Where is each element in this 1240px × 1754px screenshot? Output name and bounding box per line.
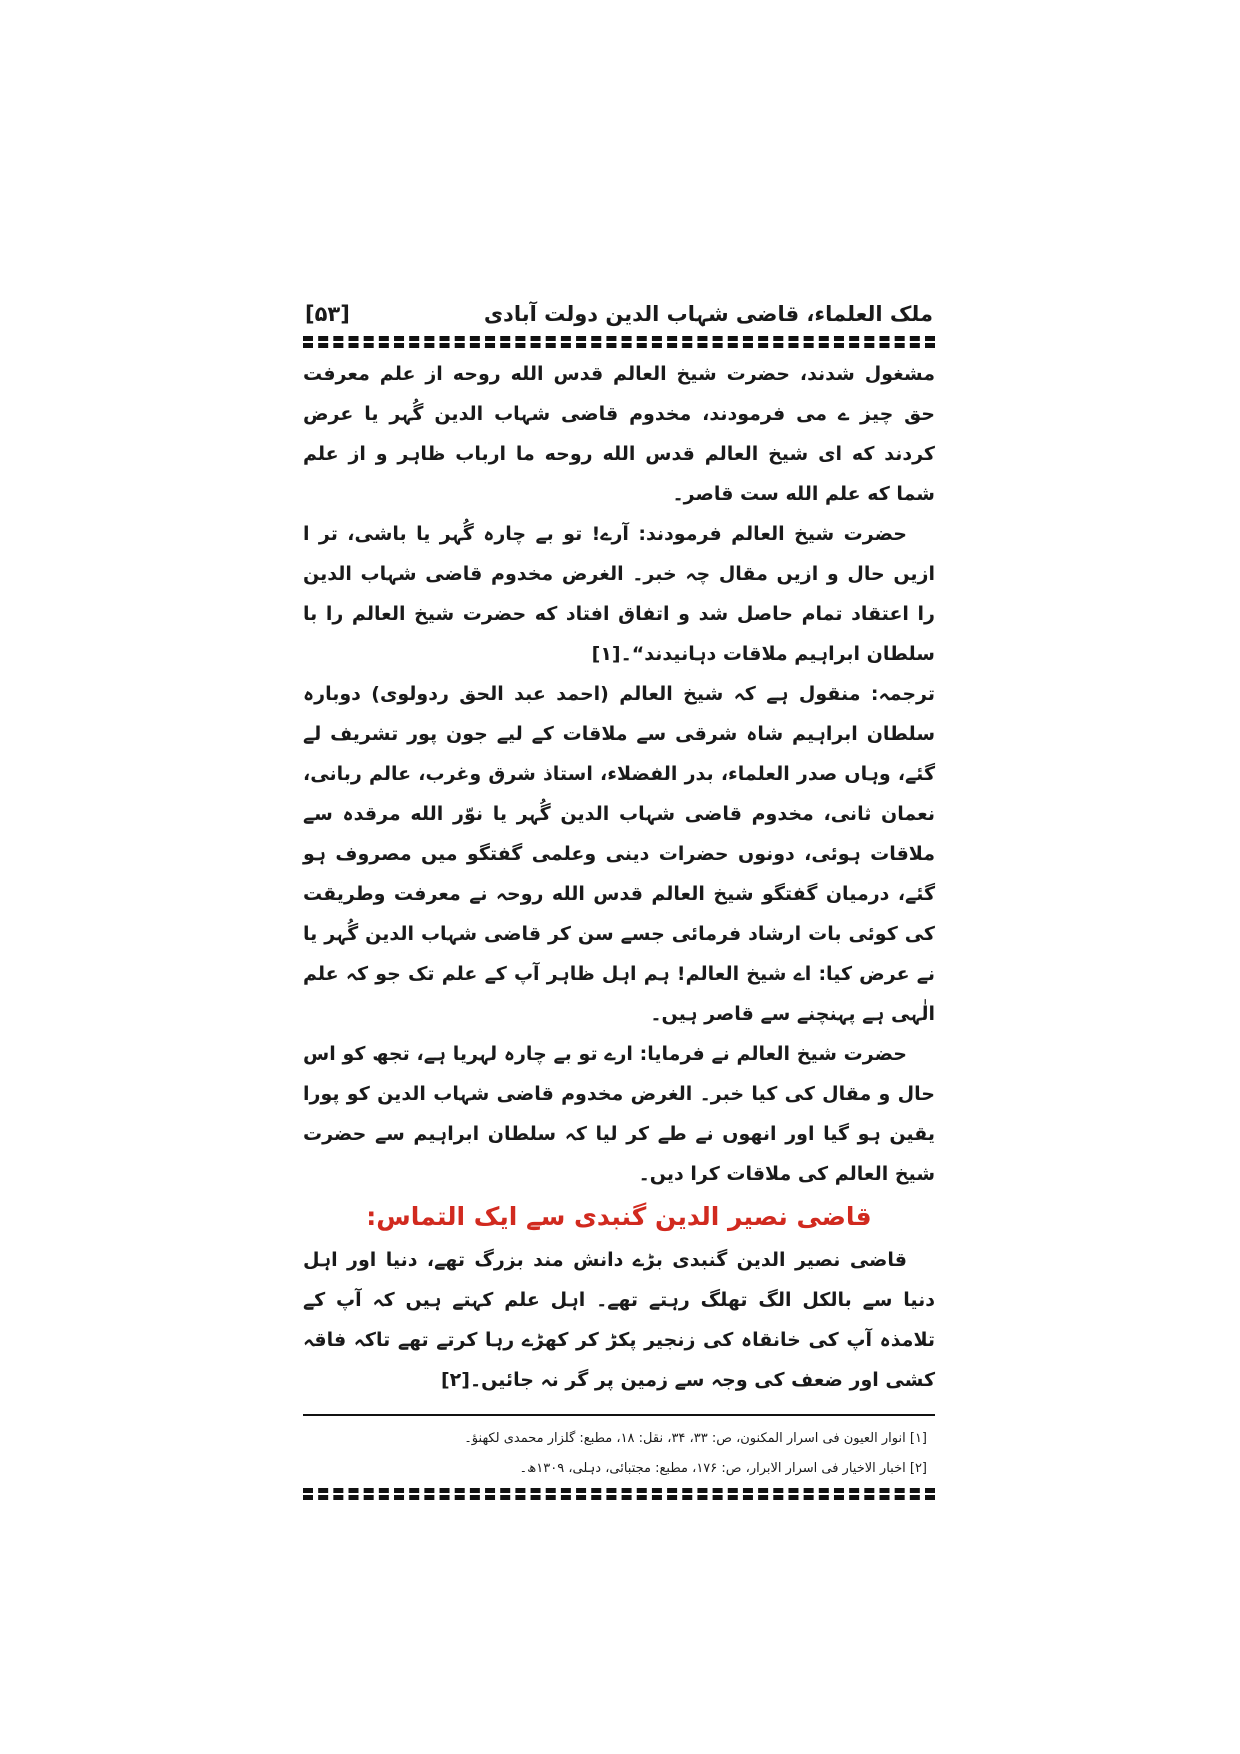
section-paragraph: قاضی نصیر الدین گنبدی بڑے دانش مند بزرگ تھے، دنیا اور اہل دنیا سے بالکل الگ تھلگ رہتے تھے۔ اہل علم کہتے ہیں کہ آپ کے تلامذہ آپ کی خانقاہ کی زنجیر پکڑ کر کھڑے رہا کرتے تھے تاکہ فاقہ کشی اور ضعف کی وجہ سے زمین پر گر نہ جائیں۔[۲] (303, 1249, 935, 1391)
running-header (303, 300, 935, 334)
footnotes (303, 1424, 935, 1484)
footnote-item: [۱] انوار العیون فی اسرار المکنون، ص: ۳۳، ۳۴، نقل: ۱۸، مطبع: گلزار محمدی لکھنؤ۔ (464, 1431, 927, 1446)
section-heading: قاضی نصیر الدین گنبدی سے ایک التماس: (366, 1202, 872, 1231)
footer-dashed-rule-second (303, 1495, 935, 1500)
footer-dashed-rule (303, 1488, 935, 1493)
translation-paragraph: حضرت شیخ العالم نے فرمایا: ارے تو بے چارہ لہریا ہے، تجھ کو اس حال و مقال کی کیا خبر۔ الغرض مخدوم قاضی شہاب الدین کو پورا یقین ہو گیا اور انھوں نے طے کر لیا کہ سلطان ابراہیم سے حضرت شیخ العالم کی ملاقات کرا دیں۔ (303, 1043, 935, 1185)
header-dashed-rule (303, 336, 935, 341)
persian-quote-paragraph: حضرت شیخ العالم فرمودند: آرے! تو بے چارہ گُہر یا باشی، تر ا ازیں حال و ازیں مقال چہ خبر۔ الغرض مخدوم قاضی شہاب الدین را اعتقاد تمام حاصل شد و اتفاق افتاد که حضرت شیخ العالم را با سلطان ابراہیم ملاقات دہانیدند“۔[۱] (303, 523, 935, 665)
page-number: [۵۳] (305, 302, 350, 326)
footnote-item: [۲] اخبار الاخیار فی اسرار الابرار، ص: ۱۷۶، مطبع: مجتبائی، دہلی، ۱۳۰۹ھ۔ (519, 1461, 927, 1476)
section-body (303, 1240, 935, 1400)
translation-paragraph: ترجمہ: منقول ہے کہ شیخ العالم (احمد عبد الحق ردولوی) دوبارہ سلطان ابراہیم شاہ شرقی سے ملاقات کے لیے جون پور تشریف لے گئے، وہاں صدر العلماء، بدر الفضلاء، استاذ شرق وغرب، عالم ربانی، نعمان ثانی، مخدوم قاضی شہاب الدین گُہر یا نوّر الله مرقدہ سے ملاقات ہوئی، دونوں حضرات دینی وعلمی گفتگو میں مصروف ہو گئے، درمیان گفتگو شیخ العالم قدس الله روحہ نے معرفت وطریقت کی کوئی بات ارشاد فرمائی جسے سن کر قاضی شہاب الدین گُہر یا نے عرض کیا: اے شیخ العالم! ہم اہل ظاہر آپ کے علم تک جو کہ علم الٰہی ہے پہنچنے سے قاصر ہیں۔ (303, 683, 935, 1025)
book-page (303, 300, 935, 1476)
persian-quote-paragraph: مشغول شدند، حضرت شیخ العالم قدس الله روحه از علم معرفت حق چیز ے می فرمودند، مخدوم قاضی شہاب الدین گُہر یا عرض کردند که ای شیخ العالم قدس الله روحه ما ارباب ظاہر و از علم شما که علم الله ست قاصر۔ (303, 363, 935, 505)
header-dashed-rule-second (303, 343, 935, 348)
footnote-separator (303, 1414, 935, 1416)
main-text (303, 354, 935, 1194)
running-title: ملک العلماء، قاضی شہاب الدین دولت آبادی (483, 302, 933, 326)
